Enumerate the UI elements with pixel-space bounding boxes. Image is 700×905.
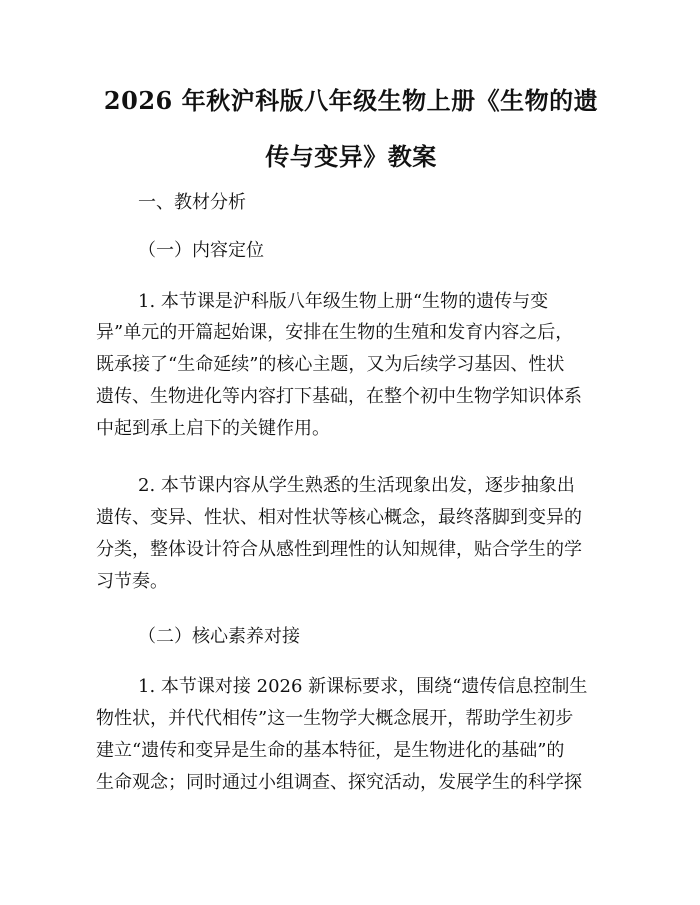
document-title-line-1: 2026 年秋沪科版八年级生物上册《生物的遗 xyxy=(103,86,599,115)
paragraph-2-line-3: 分类，整体设计符合从感性到理性的认知规律，贴合学生的学 xyxy=(96,539,582,560)
paragraph-3-line-4: 生命观念；同时通过小组调查、探究活动，发展学生的科学探 xyxy=(96,772,582,793)
section-heading-teaching-material-analysis: 一、教材分析 xyxy=(138,192,246,213)
paragraph-2-line-1: 2. 本节课内容从学生熟悉的生活现象出发，逐步抽象出 xyxy=(138,475,575,496)
paragraph-3-line-2: 物性状，并代代相传”这一生物学大概念展开，帮助学生初步 xyxy=(96,708,574,729)
paragraph-1-line-1: 1. 本节课是沪科版八年级生物上册“生物的遗传与变 xyxy=(138,291,549,312)
paragraph-3-line-3: 建立“遗传和变异是生命的基本特征，是生物进化的基础”的 xyxy=(96,740,565,761)
subsection-heading-core-competency: （二）核心素养对接 xyxy=(138,626,300,647)
paragraph-1-line-4: 遗传、生物进化等内容打下基础，在整个初中生物学知识体系 xyxy=(96,386,582,407)
paragraph-3-line-1: 1. 本节课对接 2026 新课标要求，围绕“遗传信息控制生 xyxy=(138,676,588,697)
paragraph-2-line-2: 遗传、变异、性状、相对性状等核心概念，最终落脚到变异的 xyxy=(96,507,582,528)
paragraph-1-line-2: 异”单元的开篇起始课，安排在生物的生殖和发育内容之后， xyxy=(96,322,574,343)
paragraph-1-line-5: 中起到承上启下的关键作用。 xyxy=(96,418,330,439)
document-title-line-2: 传与变异》教案 xyxy=(265,142,437,171)
paragraph-2-line-4: 习节奏。 xyxy=(96,571,168,592)
paragraph-1-line-3: 既承接了“生命延续”的核心主题，又为后续学习基因、性状 xyxy=(96,354,565,375)
subsection-heading-content-positioning: （一）内容定位 xyxy=(138,240,264,261)
